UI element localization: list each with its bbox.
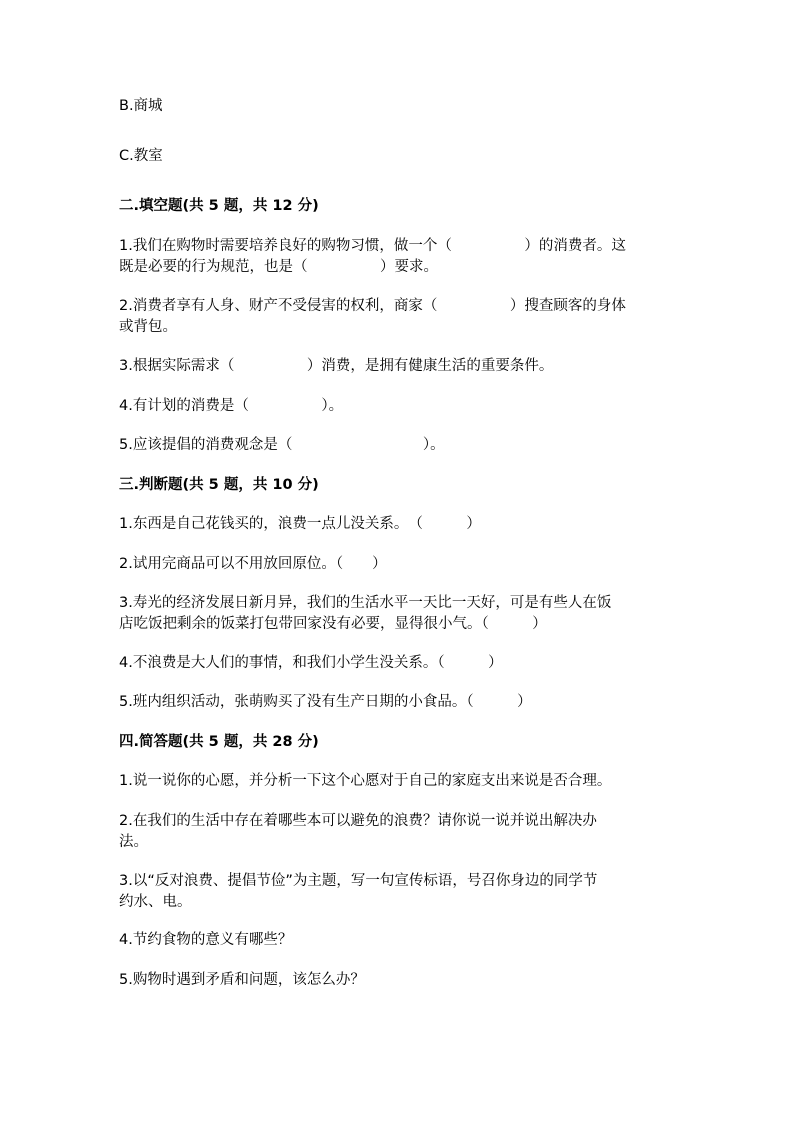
section-3-heading: 三.判断题(共 5 题，共 10 分) bbox=[119, 477, 319, 493]
short-q3-line1: 3.以“反对浪费、提倡节俭”为主题，写一句宣传标语，号召你身边的同学节 bbox=[119, 873, 598, 889]
fill-q1-line2: 既是必要的行为规范，也是（ ）要求。 bbox=[119, 259, 438, 275]
short-q2-line1: 2.在我们的生活中存在着哪些本可以避免的浪费？请你说一说并说出解决办 bbox=[119, 813, 597, 829]
fill-q2-line2: 或背包。 bbox=[119, 319, 177, 335]
short-q4: 4.节约食物的意义有哪些？ bbox=[119, 932, 293, 948]
judge-q1: 1.东西是自己花钱买的，浪费一点儿没关系。 （ ） bbox=[119, 516, 481, 532]
judge-q3-line1: 3.寿光的经济发展日新月异，我们的生活水平一天比一天好，可是有些人在饭 bbox=[119, 595, 612, 611]
short-q2-line2: 法。 bbox=[119, 834, 148, 850]
option-c: C.教室 bbox=[119, 148, 163, 164]
short-q5: 5.购物时遇到矛盾和问题，该怎么办？ bbox=[119, 972, 365, 988]
fill-q1-line1: 1.我们在购物时需要培养良好的购物习惯，做一个（ ）的消费者。这 bbox=[119, 238, 626, 254]
section-4-heading: 四.简答题(共 5 题，共 28 分) bbox=[119, 734, 319, 750]
judge-q2: 2.试用完商品可以不用放回原位。（ ） bbox=[119, 556, 387, 572]
short-q1: 1.说一说你的心愿，并分析一下这个心愿对于自己的家庭支出来说是否合理。 bbox=[119, 773, 612, 789]
short-q3-line2: 约水、电。 bbox=[119, 894, 192, 910]
fill-q4: 4.有计划的消费是（ ）。 bbox=[119, 398, 344, 414]
fill-q2-line1: 2.消费者享有人身、财产不受侵害的权利，商家（ ）搜查顾客的身体 bbox=[119, 298, 626, 314]
judge-q4: 4.不浪费是大人们的事情，和我们小学生没关系。（ ） bbox=[119, 655, 503, 671]
fill-q3: 3.根据实际需求（ ）消费，是拥有健康生活的重要条件。 bbox=[119, 358, 554, 374]
judge-q3-line2: 店吃饭把剩余的饭菜打包带回家没有必要，显得很小气。（ ） bbox=[119, 616, 547, 632]
fill-q5: 5.应该提倡的消费观念是（ ）。 bbox=[119, 437, 445, 453]
section-2-heading: 二.填空题(共 5 题，共 12 分) bbox=[119, 198, 319, 214]
option-b: B.商城 bbox=[119, 98, 163, 114]
judge-q5: 5.班内组织活动，张萌购买了没有生产日期的小食品。（ ） bbox=[119, 694, 532, 710]
